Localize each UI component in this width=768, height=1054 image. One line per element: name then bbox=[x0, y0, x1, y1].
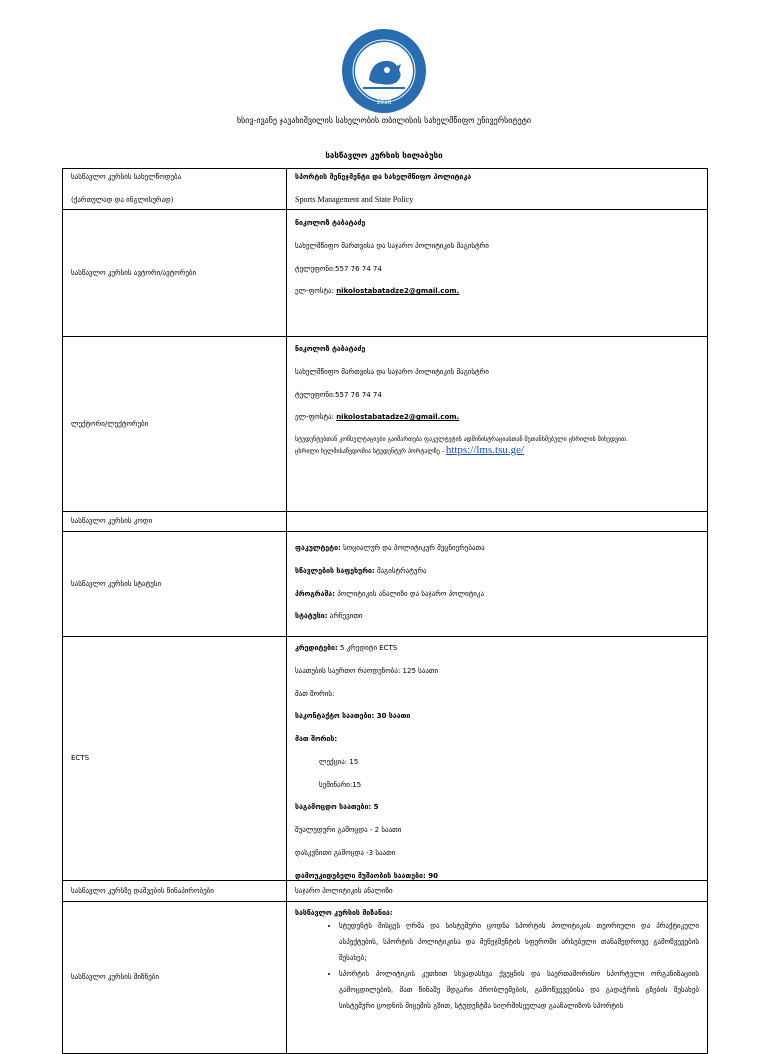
table-row bbox=[63, 902, 708, 1054]
lecturer-email-link[interactable]: nikolostabatadze2@gmail.com. bbox=[336, 413, 460, 422]
author-email-label: ელ-ფოსტა: bbox=[295, 287, 334, 296]
course-status-label: სასწავლო კურსის სტატუსი bbox=[63, 532, 287, 637]
lecturer-label: ლექტორი/ლექტორები bbox=[63, 337, 287, 512]
table-row bbox=[63, 512, 708, 532]
table-row bbox=[63, 881, 708, 902]
lecturer-email-label: ელ-ფოსტა: bbox=[295, 413, 334, 422]
row-value bbox=[287, 337, 708, 512]
independent-hours: დამოუკიდებელი მუშაობის საათები: 90 bbox=[295, 871, 438, 880]
lecturer-degree: სახელმწიფო მართვისა და საჯარო პოლიტიკის მაგისტრი bbox=[295, 367, 489, 376]
faculty-value: სოციალურ და პოლიტიკურ მეცნიერებათა bbox=[343, 544, 485, 552]
syllabus-table bbox=[62, 168, 708, 1054]
final-hours: დასკვნითი გამოცდა -3 საათი bbox=[295, 848, 396, 857]
document-title: სასწავლო კურსის სილაბუსი bbox=[325, 151, 443, 160]
exam-hours: საგამოცდო საათები: 5 bbox=[295, 803, 379, 812]
course-name-ka: სპორტის მენეჯმენტი და სახელმწიფო პოლიტიკა bbox=[295, 172, 472, 181]
credits-value: 5 კრედიტი ECTS bbox=[340, 644, 398, 652]
total-hours: საათების საერთო რაოდენობა: 125 საათი bbox=[295, 666, 439, 675]
consultation-note: სტუდენტებთან კონსულტაციები გაიმართება ფაკულტეტის ადმინისტრაციასთან შეთანხმებული ცხრილის მიხედვით. bbox=[295, 436, 628, 443]
row-value bbox=[287, 902, 708, 1054]
level-label: სწავლების საფეხური: bbox=[295, 566, 375, 575]
table-row bbox=[63, 532, 708, 637]
level-value: მაგისტრატურა bbox=[376, 566, 427, 575]
row-label bbox=[63, 169, 287, 210]
table-row bbox=[63, 337, 708, 512]
table-row bbox=[63, 637, 708, 881]
row-value bbox=[287, 637, 708, 881]
faculty-label: ფაკულტეტი: bbox=[295, 544, 341, 552]
midterm-hours: შუალედური გამოცდა - 2 საათი bbox=[295, 826, 402, 834]
course-code-label: სასწავლო კურსის კოდი bbox=[63, 512, 287, 532]
status-value: არჩევითი bbox=[329, 612, 363, 621]
author-email-link[interactable]: nikolostabatadze2@gmail.com. bbox=[336, 287, 460, 296]
course-name-label: სასწავლო კურსის სახელწოდება bbox=[71, 173, 182, 182]
row-value bbox=[287, 210, 708, 337]
list-item: • სტუდენტს მისცეს ღრმა და სისტემური ცოდნა სპორტის პოლიტიკის თეორიული და პრაქტიკული ასპექტების, სპორტის პოლიტიკისა და მენეჯმენტის სფეროში არსებული თანამედროვე გამოწვევების შესახებ; bbox=[339, 918, 699, 966]
goals-heading: სასწავლო კურსის მიზანია: bbox=[295, 909, 393, 918]
ects-label: ECTS bbox=[63, 637, 287, 881]
prerequisites-value: საჯარო პოლიტიკის ანალიზი bbox=[287, 881, 708, 902]
course-name-en: Sports Management and State Policy bbox=[295, 195, 414, 205]
course-name-sublabel: (ქართულად და ინგლისურად) bbox=[71, 196, 174, 204]
university-seal-icon bbox=[341, 28, 427, 114]
row-value bbox=[287, 532, 708, 637]
author-phone: ტელეფონი:557 76 74 74 bbox=[295, 264, 382, 273]
author-degree: სახელმწიფო მართვისა და საჯარო პოლიტიკის მაგისტრი bbox=[295, 241, 489, 250]
lms-link[interactable]: https://lms.tsu.ge/ bbox=[445, 443, 525, 456]
portal-note: ცხრილი ხელმისაწვდომია სტუდენტურ პორტალზე - bbox=[295, 447, 444, 455]
row-value bbox=[287, 169, 708, 210]
credits-label: კრედიტები: bbox=[295, 644, 338, 652]
contact-hours: საკონტაქტო საათები: 30 საათი bbox=[295, 712, 411, 721]
table-row bbox=[63, 210, 708, 337]
table-row bbox=[63, 169, 708, 210]
lecture-hours: ლექცია: 15 bbox=[319, 757, 359, 766]
seal-year: 1918 bbox=[376, 99, 392, 106]
goals-label: სასწავლო კურსის მიზნები bbox=[63, 902, 287, 1054]
seminar-hours: სემინარი:15 bbox=[319, 780, 362, 789]
course-code-value bbox=[287, 512, 708, 532]
program-label: პროგრამა: bbox=[295, 589, 335, 598]
university-name: ხსივ-ივანე ჯავახიშვილის სახელობის თბილისის სახელმწიფო უნივერსიტეტი bbox=[236, 116, 532, 125]
author-name: ნიკოლოზ ტაბატაძე bbox=[295, 219, 366, 227]
lecturer-name: ნიკოლოზ ტაბატაძე bbox=[295, 345, 366, 353]
status-label: სტატუსი: bbox=[295, 612, 328, 621]
goals-list bbox=[295, 918, 699, 1015]
lecturer-phone: ტელეფონი:557 76 74 74 bbox=[295, 390, 382, 399]
program-value: პოლიტიკის ანალიზი და საჯარო პოლიტიკა bbox=[337, 589, 485, 598]
among-text: მათ შორის: bbox=[295, 689, 335, 698]
prerequisites-label: სასწავლო კურსზე დაშვების წინაპირობები bbox=[63, 881, 287, 902]
list-item: • სპორტის პოლიტიკის კუთხით სხვადასხვა ქვეყნის და საერთაშორისო სპორტული ორგანიზაციის გამოცდილების, მათ წინაშე მდგარი პრობლემების, გამოწვევებისა და გადაჭრის გზების შესახებ სისტემური ცოდნის მიცემის გზით, სტუდენტმა სიღრმისეულად გაანალიზოს სპორტის bbox=[339, 966, 699, 1014]
among-heading: მათ შორის: bbox=[295, 735, 338, 743]
author-label: სასწავლო კურსის ავტორი/ავტორები bbox=[63, 210, 287, 337]
